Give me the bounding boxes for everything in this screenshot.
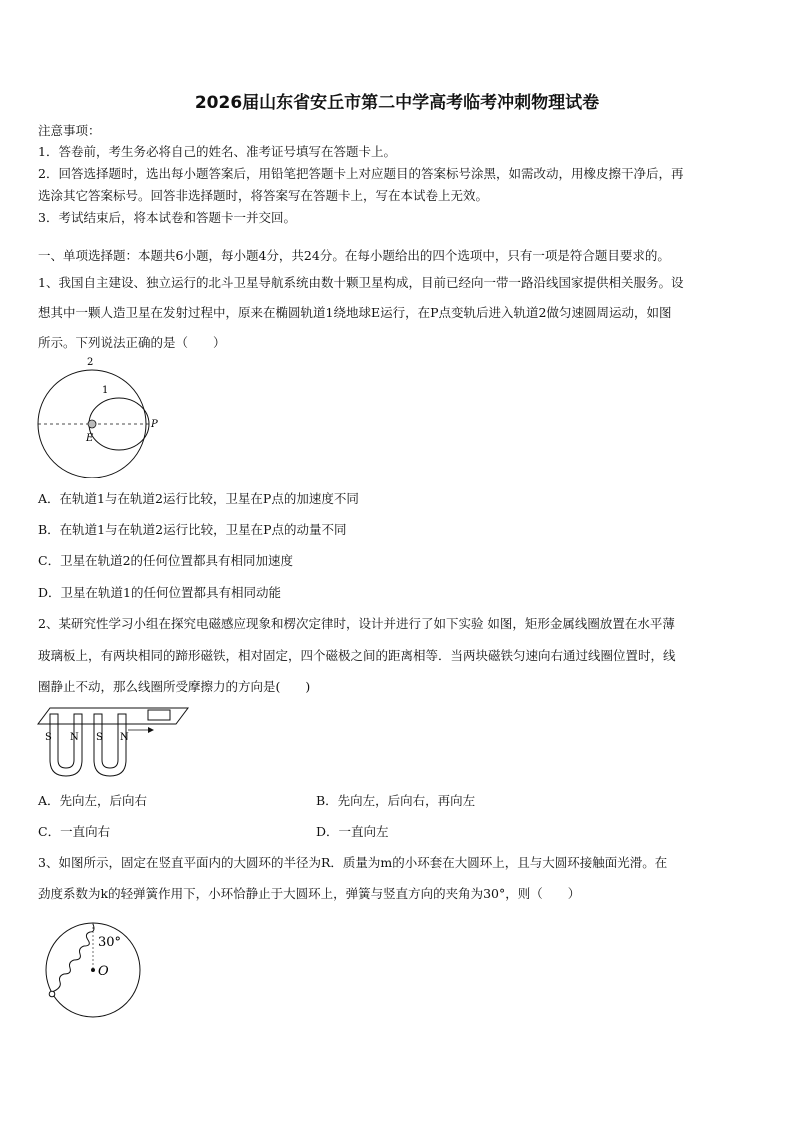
q1-option-d: D．卫星在轨道1的任何位置都具有相同动能 [38, 585, 281, 600]
pole-label: N [70, 732, 79, 743]
q1-stem: 1、我国自主建设、独立运行的北斗卫星导航系统由数十颗卫星构成，目前已经向一带一路沿线国家提供相关服务。设 [38, 275, 684, 290]
notice-item: 1．答卷前，考生务必将自己的姓名、准考证号填写在答题卡上。 [38, 144, 396, 159]
point-p-label: P [151, 419, 158, 430]
pole-label: S [96, 732, 103, 743]
q2-stem: 2、某研究性学习小组在探究电磁感应现象和楞次定律时，设计并进行了如下实验 如图，矩形金属线圈放置在水平薄 [38, 616, 675, 631]
q1-stem: 想其中一颗人造卫星在发射过程中，原来在椭圆轨道1绕地球E运行，在P点变轨后进入轨道2做匀速圆周运动，如图 [38, 305, 672, 320]
q3-ring-figure [40, 918, 150, 1020]
section-heading: 一、单项选择题：本题共6小题，每小题4分，共24分。在每小题给出的四个选项中，只有一项是符合题目要求的。 [38, 248, 670, 263]
spring-icon [52, 924, 94, 992]
q2-option-a: A．先向左，后向右 [38, 793, 148, 808]
pole-label: S [45, 732, 52, 743]
q3-stem: 劲度系数为k的轻弹簧作用下，小环恰静止于大圆环上，弹簧与竖直方向的夹角为30°，则（ ） [38, 886, 581, 901]
q2-stem: 圈静止不动，那么线圈所受摩擦力的方向是( ) [38, 679, 311, 694]
q1-option-b: B．在轨道1与在轨道2运行比较，卫星在P点的动量不同 [38, 522, 347, 537]
center-label: O [98, 964, 109, 979]
exam-title: 2026届山东省安丘市第二中学高考临考冲刺物理试卷 [194, 93, 600, 113]
pole-label: N [120, 732, 129, 743]
q3-stem: 3、如图所示，固定在竖直平面内的大圆环的半径为R．质量为m的小环套在大圆环上，且与大圆环接触面光滑。在 [38, 855, 668, 870]
q1-option-a: A．在轨道1与在轨道2运行比较，卫星在P点的加速度不同 [38, 491, 359, 506]
q1-stem: 所示。下列说法正确的是（ ） [38, 335, 226, 350]
q2-stem: 玻璃板上，有两块相同的蹄形磁铁，相对固定，四个磁极之间的距离相等．当两块磁铁匀速向右通过线圈位置时，线 [38, 648, 676, 663]
orbit-1-label: 1 [102, 385, 109, 396]
magnet-2 [94, 714, 126, 776]
angle-label: 30° [98, 935, 122, 950]
center-point [91, 968, 95, 972]
notice-item: 2．回答选择题时，选出每小题答案后，用铅笔把答题卡上对应题目的答案标号涂黑，如需改动，用橡皮擦干净后，再 [38, 166, 684, 181]
small-ring-icon [49, 991, 55, 997]
q1-orbit-figure [34, 356, 164, 478]
q2-option-d: D．一直向左 [316, 824, 389, 839]
q2-option-b: B．先向左，后向右，再向左 [316, 793, 476, 808]
notice-item: 选涂其它答案标号。回答非选择题时，将答案写在答题卡上，写在本试卷上无效。 [38, 188, 489, 203]
earth-icon [88, 420, 96, 428]
q1-option-c: C．卫星在轨道2的任何位置都具有相同加速度 [38, 553, 294, 568]
q2-option-c: C．一直向右 [38, 824, 111, 839]
q2-magnet-figure [36, 702, 192, 780]
magnet-1 [50, 714, 82, 776]
notice-heading: 注意事项： [38, 123, 101, 138]
notice-item: 3．考试结束后，将本试卷和答题卡一并交回。 [38, 210, 296, 225]
earth-label: E [86, 433, 94, 444]
orbit-2-label: 2 [87, 357, 94, 368]
coil-icon [148, 710, 170, 720]
arrow-head-icon [148, 727, 154, 733]
